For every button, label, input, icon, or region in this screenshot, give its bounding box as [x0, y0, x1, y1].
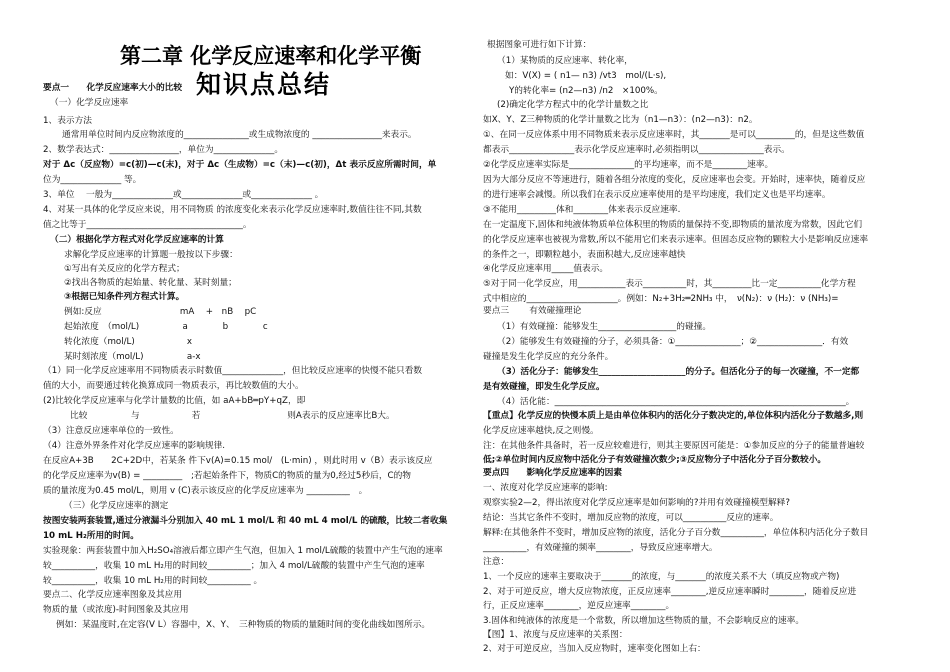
text-line: 要点一 化学反应速率大小的比较 [43, 83, 182, 93]
text-line: 质的量浓度为0.45 mol/L，则用 v (C)表示该反应的化学反应速率为 __________ 。 [43, 486, 368, 496]
text-line: （2）能够发生有效碰撞的分子，必须具备：①_______________；②_______________．有效 [497, 337, 849, 347]
text-line: ③不能用_________体和________体来表示反应速率. [483, 205, 681, 215]
text-line: （1）有效碰撞：能够发生__________________的碰撞。 [497, 322, 712, 332]
text-line: ①写出有关反应的化学方程式； [64, 264, 185, 274]
text-line: __________，有效碰撞的频率________，导致反应速率增大。 [483, 543, 718, 553]
text-line: 都表示_______________表示化学反应速率时,必须指明以_______________表示。 [483, 145, 790, 155]
text-line: 通常用单位时间内反应物浓度的_______________或生成物浓度的 ________________来表示。 [62, 130, 417, 140]
text-line: 要点四 影响化学反应速率的因素 [483, 468, 622, 478]
text-line: 【重点】化学反应的快慢本质上是由单位体积内的活化分子数决定的,单位体积内活化分子数越多,则 [483, 411, 864, 421]
text-line: (2)确定化学方程式中的化学计量数之比 [497, 100, 649, 110]
text-line: 3.固体和纯液体的浓度是一个常数，所以增加这些物质的量，不会影响反应的速率。 [483, 616, 805, 626]
text-line: 是有效碰撞，即发生化学反应。 [483, 382, 605, 392]
text-line: 解释:在其他条件不变时，增加反应物的浓度，活化分子百分数__________，单位体积内活化分子数目 [483, 528, 869, 538]
text-line: 值的大小，而要通过转化换算成同一物质表示，再比较数值的大小。 [43, 381, 304, 391]
text-line: 值之比等于____________________________________。 [43, 220, 252, 230]
text-line: 求解化学反应速率的计算题一般按以下步骤： [64, 250, 238, 260]
text-line: 某时刻浓度（mol/L) a-x [64, 352, 201, 362]
text-line: 4、对某一具体的化学反应来说，用不同物质 的浓度变化来表示化学反应速率时,数值往往不同,其数 [43, 205, 422, 215]
text-line: ②化学反应速率实际是_______________的平均速率，而不是________速率。 [483, 160, 774, 170]
text-line: 实验现象：两套装置中加入H₂SO₄溶液后都立即产生气泡，但加入 1 mol/L硫酸的装置中产生气泡的速率 [43, 546, 443, 556]
text-line: 要点三 有效碰撞理论 [483, 306, 582, 316]
text-line: 【图】1、浓度与反应速率的关系图： [483, 630, 628, 640]
text-line: 碰撞是发生化学反应的充分条件。 [483, 352, 614, 362]
text-line: 要点二、化学反应速率图象及其应用 [43, 590, 182, 600]
text-line: ①、在同一反应体系中用不同物质来表示反应速率时，其_______是可以_________的，但是这些数值 [483, 130, 865, 140]
text-line: 注：在其他条件具备时，若一反应较难进行，则其主要原因可能是：①参加反应的分子的能量普遍较 [483, 441, 865, 451]
text-line: 式中相应的_____________________。例如：N₂+3H₂═2NH₃ 中， ν(N₂)：ν (H₂)：ν (NH₃)= [483, 294, 839, 304]
text-line: 较__________，收集 10 mL H₂用的时间较__________ 。 [43, 576, 263, 586]
text-line: ②找出各物质的起始量、转化量、某时刻量； [64, 278, 237, 288]
text-line: 的进行速率会减慢。所以我们在表示反应速率使用的是平均速度，我们定义也是平均速率。 [483, 190, 831, 200]
text-line: （一）化学反应速率 [50, 98, 129, 108]
text-line: 的化学反应速率也被视为常数,所以不能用它们来表示速率。但固态反应物的颗粒大小是影响反应速率 [483, 235, 869, 245]
text-line: 较__________，收集 10 mL H₂用的时间较__________；加入 4 mol/L硫酸的装置中产生气泡的速率 [43, 561, 425, 571]
text-line: ⑤对于同一化学反应，用___________表示__________时，其_________比一定__________化学方程 [483, 279, 856, 289]
text-line: （4）活化能：___________________________________________________________________。 [497, 397, 855, 407]
text-line: 2、数学表达式：________________，单位为______________。 [43, 145, 284, 155]
text-line: （3）注意反应速率单位的一致性。 [43, 426, 179, 436]
text-line: （二）根据化学方程式对化学反应速率的计算 [50, 235, 224, 245]
text-line: 物质的量（或浓度)-时间图象及其应用 [43, 605, 189, 615]
text-line: （三）化学反应速率的测定 [64, 501, 169, 511]
text-line: 在反应A+3B 2C+2D中，若某条 件下v(A)=0.15 mol/ (L·min) ，则此时用 v（B）表示该反应 [43, 456, 433, 466]
text-line: 结论：当其它条件不变时，增加反应物的浓度，可以__________反应的速率。 [483, 513, 779, 523]
page-subtitle: 知识点总结 [196, 70, 332, 99]
text-line: 的化学反应速率为v(B) = _________ ;若起始条件下，物质C的物质的量为0,经过5秒后，C的物 [43, 471, 411, 481]
text-line: 2、对于可逆反应，当加入反应物时，速率变化图如上右： [483, 644, 706, 654]
text-line: 观察实验2—2，得出浓度对化学反应速率是如何影响的?并用有效碰撞模型解释? [483, 498, 790, 508]
text-line: 比较 与 若 则A表示的反应速率比B大。 [70, 411, 395, 421]
text-line: 一、浓度对化学反应速率的影响: [483, 483, 608, 493]
text-line: 1、表示方法 [43, 116, 92, 126]
text-line: 1、一个反应的速率主要取决于_______的浓度，与_______的浓度关系不大（填反应物或产物) [483, 572, 840, 582]
text-line: 化学反应速率越快,反之则慢。 [483, 426, 599, 436]
text-line: （1）某物质的反应速率、转化率， [497, 56, 633, 66]
text-line: （4）注意外界条件对化学反应速率的影响规律. [43, 441, 226, 451]
text-line: 因为大部分反应不等速进行，随着各组分浓度的变化，反应速率也会变。开始时，速率快，随着反应 [483, 175, 866, 185]
text-line: 起始浓度 （mol/L) a b c [64, 322, 268, 332]
text-line: 转化浓度（mol/L) x [64, 337, 193, 347]
text-line: 10 mL H₂所用的时间。 [43, 531, 139, 541]
text-line: 的条件之一，即颗粒越小，表面积越大,反应速率越快 [483, 250, 686, 260]
text-line: 行，正反应速率________，逆反应速率________。 [483, 601, 675, 611]
page-title: 第二章 化学反应速率和化学平衡 [120, 43, 422, 68]
text-line: 低;②单位时间内反应物中活化分子有效碰撞次数少;③反应物分子中活化分子百分数较小。 [483, 455, 827, 465]
text-line: 例如:反应 mA + nB pC [64, 307, 257, 317]
text-line: 例如：某温度时,在定容(V L）容器中，X、Y、 三种物质的物质的量随时间的变化曲线如图所示。 [56, 620, 431, 630]
text-line: 如X、Y、Z三种物质的化学计量数之比为（n1—n3）：(n2—n3)：n2。 [483, 115, 758, 125]
text-line: 位为______________ 等。 [43, 175, 142, 185]
text-line: （3）活化分子：能够发生____________________的分子。但活化分子的每一次碰撞，不一定都 [497, 367, 860, 377]
text-line: 对于 Δc（反应物）=c(初)—c(末)，对于 Δc（生成物）=c（末)—c(初)，Δt 表示反应所需时间，单 [43, 160, 437, 170]
text-line: 3、单位 一般为______________或______________或______________ 。 [43, 190, 324, 200]
text-line: ④化学反应速率用_____值表示。 [483, 264, 609, 274]
text-line: 2、对于可逆反应，增大反应物浓度，正反应速率________,逆反应速率瞬时________，随着反应进 [483, 587, 857, 597]
text-line: Y的转化率= (n2—n3) /n2 ×100%。 [509, 86, 663, 96]
text-line: 如：V(X) = ( n1— n3) /vt3 mol/(L·s), [505, 71, 667, 81]
text-line: ③根据已知条件列方程式计算。 [64, 292, 185, 302]
text-line: (2)比较化学反应速率与化学计量数的比值，如 aA+bB═pY+qZ，即 [43, 396, 306, 406]
text-line: 按图安装两套装置,通过分液漏斗分别加入 40 mL 1 mol/L 和 40 mL 4 mol/L 的硫酸，比较二者收集 [43, 516, 448, 526]
text-line: 在一定温度下,固体和纯液体物质单位体积里的物质的量保持不变,即物质的量浓度为常数，因此它们 [483, 220, 863, 230]
text-line: （1）同一化学反应速率用不同物质表示时数值______________，但比较反应速率的快慢不能只看数 [43, 366, 423, 376]
text-line: 注意： [483, 557, 510, 567]
text-line: 根据图象可进行如下计算： [487, 40, 592, 50]
